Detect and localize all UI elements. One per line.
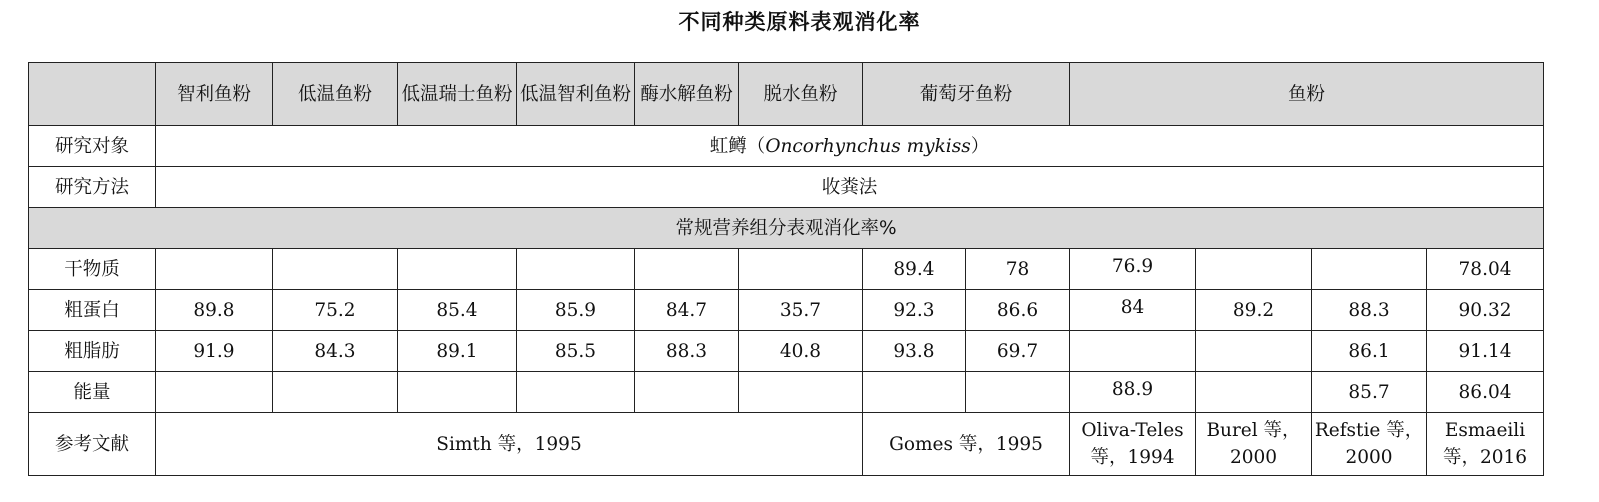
table-cell (398, 249, 517, 290)
table-cell (739, 372, 863, 413)
table-cell (273, 249, 398, 290)
digestibility-table (28, 62, 1544, 476)
reference-esmaeili: Esmaeili 等，2016 (1427, 413, 1544, 476)
table-cell: 40.8 (739, 331, 863, 372)
table-cell: 85.5 (517, 331, 635, 372)
table-cell (517, 249, 635, 290)
table-cell: 84.7 (635, 290, 739, 331)
header-dehydrated-fishmeal: 脱水鱼粉 (739, 63, 863, 126)
table-cell (966, 372, 1070, 413)
header-lowtemp-chile-fishmeal: 低温智利鱼粉 (517, 63, 635, 126)
table-cell: 75.2 (273, 290, 398, 331)
method-label: 研究方法 (29, 167, 156, 208)
table-row (29, 372, 1544, 413)
table-row (29, 331, 1544, 372)
table-cell (1196, 372, 1312, 413)
table-cell: 84.3 (273, 331, 398, 372)
table-cell: 85.4 (398, 290, 517, 331)
table-cell: 76.9 (1070, 249, 1196, 290)
table-cell (1196, 249, 1312, 290)
table-cell: 84 (1070, 290, 1196, 331)
method-value: 收粪法 (156, 167, 1544, 208)
section-header: 常规营养组分表观消化率% (29, 208, 1544, 249)
table-cell (635, 249, 739, 290)
table-cell: 85.7 (1312, 372, 1427, 413)
table-cell: 86.04 (1427, 372, 1544, 413)
table-cell: 86.6 (966, 290, 1070, 331)
table-cell: 86.1 (1312, 331, 1427, 372)
table-cell (739, 249, 863, 290)
table-cell (398, 372, 517, 413)
table-cell (517, 372, 635, 413)
subject-label: 研究对象 (29, 126, 156, 167)
table-cell (1312, 249, 1427, 290)
reference-oliva-teles: Oliva-Teles 等，1994 (1070, 413, 1196, 476)
table-cell: 89.8 (156, 290, 273, 331)
header-chile-fishmeal: 智利鱼粉 (156, 63, 273, 126)
table-cell: 88.9 (1070, 372, 1196, 413)
header-lowtemp-swiss-fishmeal: 低温瑞士鱼粉 (398, 63, 517, 126)
table-cell (1070, 331, 1196, 372)
table-cell (1196, 331, 1312, 372)
table-cell: 89.2 (1196, 290, 1312, 331)
table-cell (156, 372, 273, 413)
reference-simth: Simth 等，1995 (156, 413, 863, 476)
references-label: 参考文献 (29, 413, 156, 476)
table-cell: 91.9 (156, 331, 273, 372)
table-cell: 89.1 (398, 331, 517, 372)
table-cell: 78 (966, 249, 1070, 290)
table-cell: 88.3 (1312, 290, 1427, 331)
table-cell: 91.14 (1427, 331, 1544, 372)
row-label: 能量 (29, 372, 156, 413)
table-cell: 89.4 (863, 249, 966, 290)
table-cell (273, 372, 398, 413)
row-label: 粗脂肪 (29, 331, 156, 372)
table-cell: 35.7 (739, 290, 863, 331)
table-cell (156, 249, 273, 290)
table-cell: 90.32 (1427, 290, 1544, 331)
header-corner (29, 63, 156, 126)
reference-refstie: Refstie 等，2000 (1312, 413, 1427, 476)
table-cell: 85.9 (517, 290, 635, 331)
row-label: 干物质 (29, 249, 156, 290)
header-portugal-fishmeal: 葡萄牙鱼粉 (863, 63, 1070, 126)
table-cell: 93.8 (863, 331, 966, 372)
table-cell (635, 372, 739, 413)
reference-gomes: Gomes 等，1995 (863, 413, 1070, 476)
row-label: 粗蛋白 (29, 290, 156, 331)
table-cell (863, 372, 966, 413)
table-cell: 88.3 (635, 331, 739, 372)
subject-value: 虹鳟（Oncorhynchus mykiss） (156, 126, 1544, 167)
header-lowtemp-fishmeal: 低温鱼粉 (273, 63, 398, 126)
table-title: 不同种类原料表观消化率 (678, 10, 921, 34)
table-cell: 78.04 (1427, 249, 1544, 290)
table-row (29, 290, 1544, 331)
table-cell: 69.7 (966, 331, 1070, 372)
header-fishmeal: 鱼粉 (1070, 63, 1544, 126)
header-enzyme-hydrolyzed-fishmeal: 酶水解鱼粉 (635, 63, 739, 126)
table-cell: 92.3 (863, 290, 966, 331)
reference-burel: Burel 等，2000 (1196, 413, 1312, 476)
table-row (29, 249, 1544, 290)
